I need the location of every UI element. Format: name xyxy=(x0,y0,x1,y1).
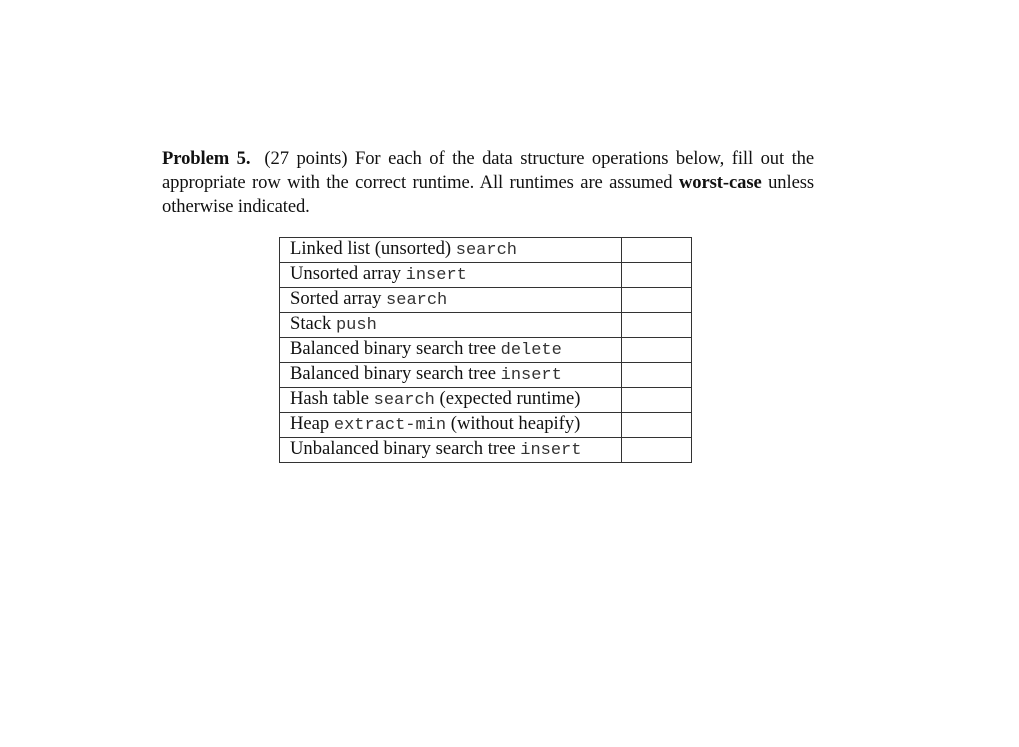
table-row xyxy=(280,363,692,388)
runtime-answer-cell[interactable] xyxy=(622,313,692,338)
table-row xyxy=(280,388,692,413)
operation-code: search xyxy=(386,291,448,310)
problem-points: (27 points) xyxy=(264,148,348,169)
operation-label: Sorted array search xyxy=(280,288,622,313)
operation-label: Heap extract-min (without heapify) xyxy=(280,413,622,438)
table-row xyxy=(280,263,692,288)
table-row xyxy=(280,238,692,263)
problem-emphasis: worst-case xyxy=(678,172,762,194)
problem-statement xyxy=(162,147,814,220)
operation-label: Balanced binary search tree delete xyxy=(280,338,622,363)
operation-code: insert xyxy=(405,266,467,285)
runtime-answer-cell[interactable] xyxy=(622,438,692,463)
table-row xyxy=(280,313,692,338)
runtime-answer-cell[interactable] xyxy=(622,263,692,288)
operations-table xyxy=(279,237,692,463)
operation-code: extract-min xyxy=(333,416,447,435)
operation-code: search xyxy=(455,241,517,260)
operation-code: search xyxy=(373,391,435,410)
problem-text: For each of the data structure operations below, fill out the appropriate row with the correct runtime. All runtimes are assumed xyxy=(162,148,814,194)
table-row xyxy=(280,438,692,463)
runtime-answer-cell[interactable] xyxy=(622,363,692,388)
table-row xyxy=(280,413,692,438)
operation-label: Unsorted array insert xyxy=(280,263,622,288)
runtime-answer-cell[interactable] xyxy=(622,388,692,413)
operation-code: push xyxy=(335,316,377,335)
table-row xyxy=(280,288,692,313)
runtime-answer-cell[interactable] xyxy=(622,238,692,263)
operation-code: delete xyxy=(500,341,562,360)
operation-code: insert xyxy=(520,441,582,460)
table-row xyxy=(280,338,692,363)
operation-label: Linked list (unsorted) search xyxy=(280,238,622,263)
runtime-answer-cell[interactable] xyxy=(622,338,692,363)
problem-text-end: unless otherwise indicated. xyxy=(162,172,814,218)
operation-label: Balanced binary search tree insert xyxy=(280,363,622,388)
operation-label: Hash table search (expected runtime) xyxy=(280,388,622,413)
runtime-answer-cell[interactable] xyxy=(622,413,692,438)
runtime-answer-cell[interactable] xyxy=(622,288,692,313)
operation-label: Stack push xyxy=(280,313,622,338)
operation-label: Unbalanced binary search tree insert xyxy=(280,438,622,463)
operation-code: insert xyxy=(500,366,562,385)
problem-number: Problem 5. xyxy=(162,148,251,169)
